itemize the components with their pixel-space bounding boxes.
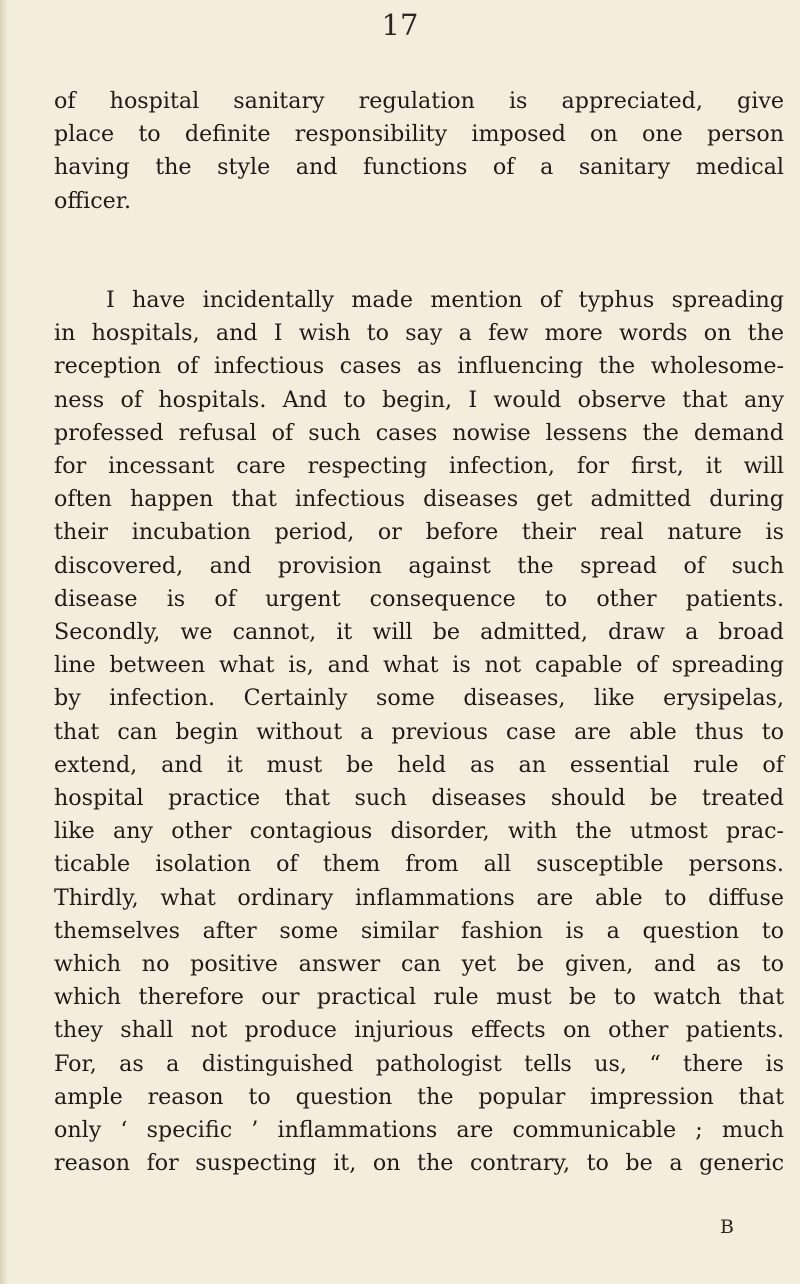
- text-line: extend, and it must be held as an essential rule of: [54, 751, 784, 778]
- page-gutter-shadow: [0, 0, 8, 1284]
- text-line: I have incidentally made mention of typhus spreading: [106, 287, 784, 313]
- paragraph-2: [54, 284, 784, 1180]
- text-line: their incubation period, or before their real nature is: [54, 519, 784, 546]
- text-line: professed refusal of such cases nowise lessens the demand: [54, 419, 784, 446]
- text-line: place to definite responsibility imposed on one person: [54, 121, 784, 148]
- text-line: Thirdly, what ordinary inflammations are able to diffuse: [54, 884, 784, 911]
- text-line: disease is of urgent consequence to other patients.: [54, 585, 784, 612]
- text-line: only ‘ specific ’ inflammations are communicable ; much: [54, 1117, 784, 1144]
- text-line: reception of infectious cases as influencing the wholesome-: [54, 353, 784, 380]
- text-line: For, as a distinguished pathologist tells us, “ there is: [54, 1050, 784, 1077]
- text-line: discovered, and provision against the spread of such: [54, 552, 784, 579]
- text-line: for incessant care respecting infection, for first, it will: [54, 453, 784, 480]
- text-line: ticable isolation of them from all susceptible persons.: [54, 851, 784, 878]
- text-line: which no positive answer can yet be given, and as to: [54, 951, 784, 978]
- text-line: in hospitals, and I wish to say a few more words on the: [54, 320, 784, 347]
- text-line: which therefore our practical rule must be to watch that: [54, 984, 784, 1011]
- text-line: themselves after some similar fashion is a question to: [54, 917, 784, 944]
- text-line: officer.: [54, 187, 131, 214]
- signature-mark: B: [720, 1216, 734, 1238]
- text-line: often happen that infectious diseases get admitted during: [54, 486, 784, 513]
- text-line: like any other contagious disorder, with the utmost prac-: [54, 818, 784, 845]
- text-line: having the style and functions of a sanitary medical: [54, 154, 784, 181]
- text-line: they shall not produce injurious effects on other patients.: [54, 1017, 784, 1044]
- text-line: Secondly, we cannot, it will be admitted, draw a broad: [54, 619, 784, 646]
- text-line: that can begin without a previous case are able thus to: [54, 718, 784, 745]
- text-line: line between what is, and what is not capable of spreading: [54, 652, 784, 679]
- page-number: 17: [381, 8, 419, 42]
- paragraph-1: [54, 85, 784, 218]
- text-line: hospital practice that such diseases should be treated: [54, 785, 784, 812]
- text-line: ness of hospitals. And to begin, I would observe that any: [54, 386, 784, 413]
- text-line: of hospital sanitary regulation is appreciated, give: [54, 88, 784, 114]
- text-line: ample reason to question the popular impression that: [54, 1083, 784, 1110]
- text-line: by infection. Certainly some diseases, like erysipelas,: [54, 685, 784, 712]
- text-line: reason for suspecting it, on the contrary, to be a generic: [54, 1150, 784, 1177]
